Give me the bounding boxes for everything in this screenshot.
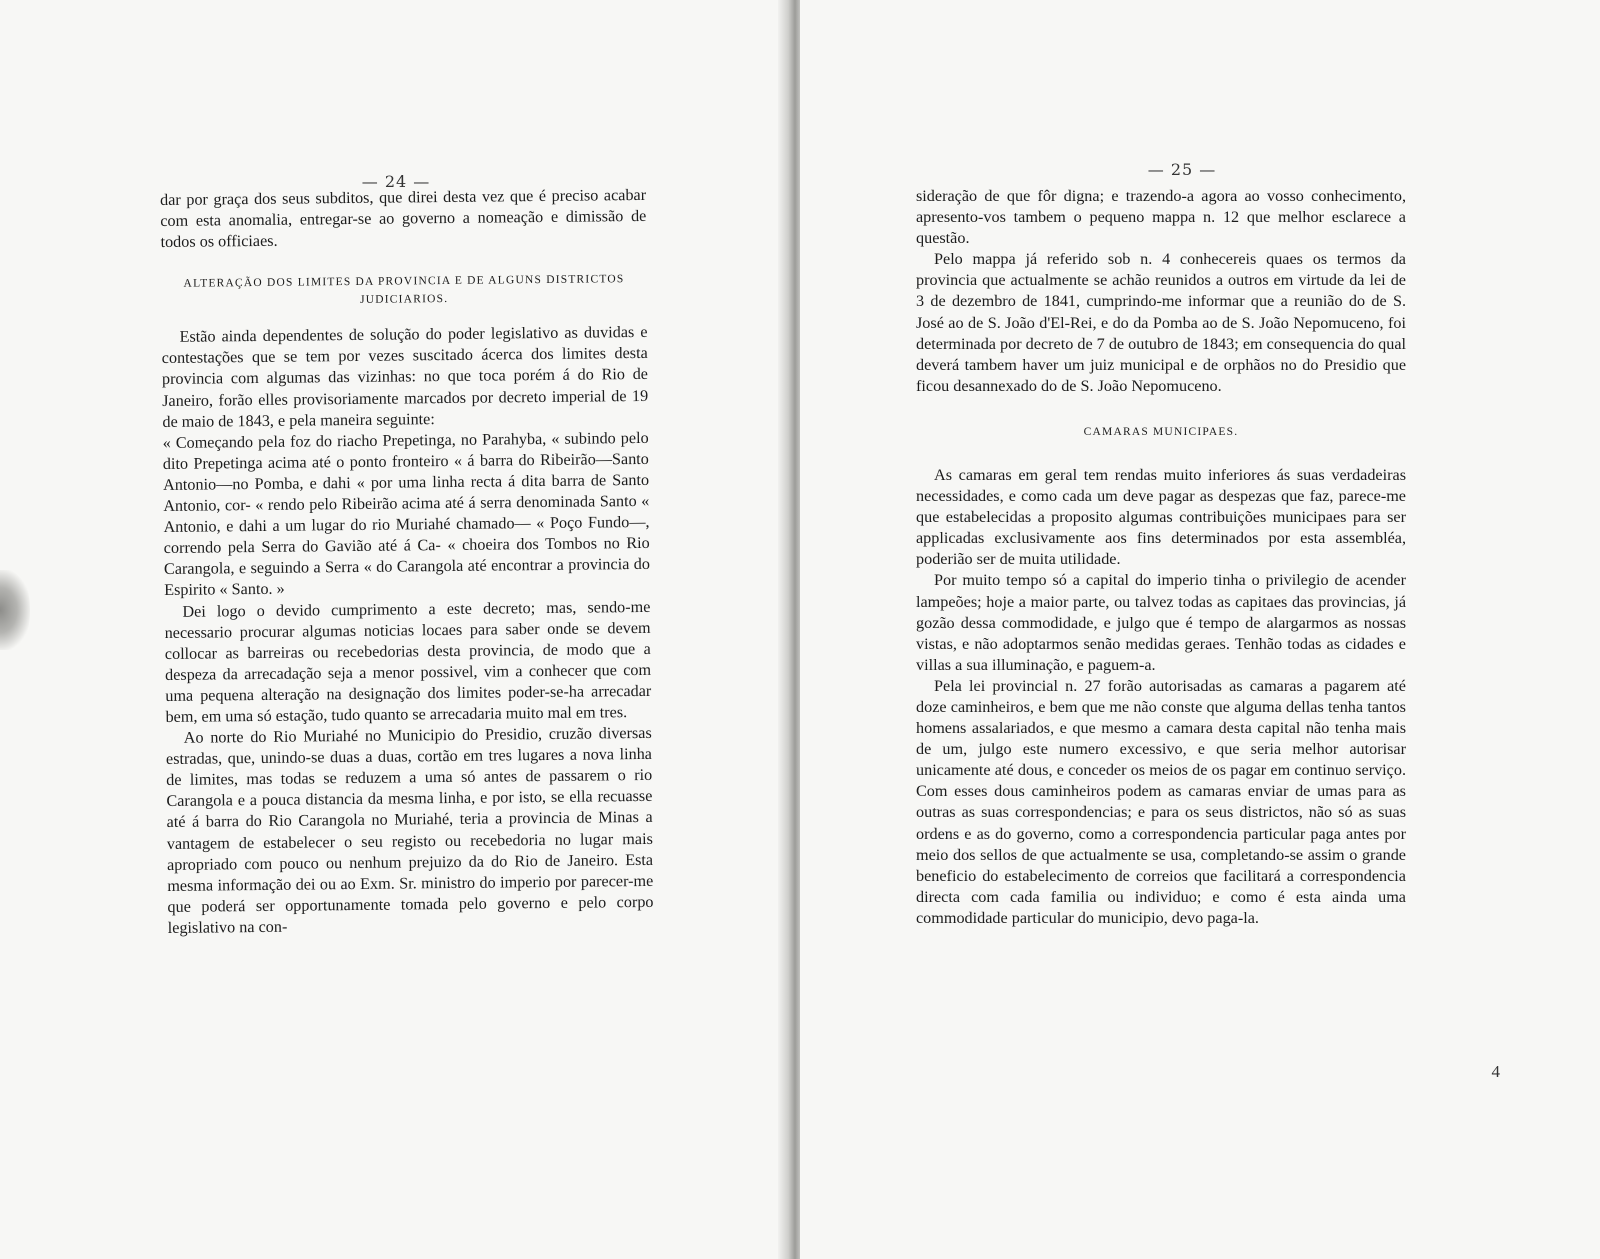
paragraph: Dei logo o devido cumprimento a este decreto; mas, sendo-me necessario procurar algumas noticias locaes para saber onde se devem collocar as barreiras ou recebedorias desta provincia, de modo que a despeza da arrecadação seja a menor possivel, vim a conhecer que com uma pequena alteração na designação dos limites poder-se-ha arrecadar bem, em uma só estação, tudo quanto se arrecadaria muito mal em tres.	[164, 597, 652, 726]
paragraph: Estão ainda dependentes de solução do poder legislativo as duvidas e contestações que se tem por vezes suscitado ácerca dos limites desta provincia com algumas das vizinhas: no que toca porém á do Rio de Janeiro, forão elles provisoriamente marcados por decreto imperial de 19 de maio de 1843, e pela maneira seguinte:	[161, 323, 649, 431]
section-heading: CAMARAS MUNICIPAES.	[1083, 425, 1239, 438]
paragraph: Ao norte do Rio Muriahé no Municipio do Presidio, cruzão diversas estradas, que, unindo-se duas a duas, cortão em tres lugares a nova linha de limites, mas todas se reduzem a uma só antes de passarem o rio Carangola e a pouca distancia da mesma linha, e por isto, se ella recuasse até á barra do Rio Carangola no Muriahé, teria a provincia de Minas a vantagem de estabelecer o seu registo ou recebedoria no lugar mais apropriado com pouco ou nenhum prejuizo da do Rio de Janeiro. Esta mesma informação dei ou ao Exm. Sr. ministro do imperio por parecer-me que poderá ser opportunamente tomada pelo governo e pelo corpo legislativo na con-	[165, 723, 654, 937]
paragraph: As camaras em geral tem rendas muito inferiores ás suas verdadeiras necessidades, e como cada um deve pagar as despezas que faz, parece-me que estabelecidas a proposito algumas contribuições municipaes para ser applicadas exclusivamente aos fins determinados por esta assembléa, poderião ser de muita utilidade.	[916, 465, 1406, 569]
right-text-column	[916, 186, 1406, 929]
left-page	[0, 0, 790, 1259]
page-stain	[0, 570, 30, 650]
paragraph: dar por graça dos seus subditos, que direi desta vez que é preciso acabar com esta anomalia, entregar-se ao governo a nomeação e dimissão de todos os officiaes.	[160, 185, 647, 252]
decree-quote: « Começando pela foz do riacho Prepetinga, no Parahyba, « subindo pelo dito Prepetinga acima até o ponto fronteiro « á barra do Ribeirão—Santo Antonio—no Pomba, e dahi « por uma linha recta á dita barra de Santo Antonio, cor- « rendo pelo Ribeirão acima até á serra denominada Santo « Antonio, e dahi a um lugar do rio Muriahé chamado— « Poço Fundo—, correndo pela Serra do Gavião até á Ca- « choeira dos Tombos no Rio Carangola, e seguindo a Serra « do Carangola até encontrar a provincia do Espirito « Santo. »	[162, 428, 651, 600]
paragraph: Por muito tempo só a capital do imperio tinha o privilegio de acender lampeões; hoje a maior parte, ou talvez todas as capitaes das provincias, já gozão dessa commodidade, e julgo que é tempo de alargarmos as nossas vistas, e não adoptarmos senão medidas geraes. Tenhão todas as cidades e villas a sua illuminação, e paguem-a.	[916, 571, 1406, 674]
left-text-column	[160, 185, 654, 939]
paragraph: Pela lei provincial n. 27 forão autorisadas as camaras a pagarem até doze caminheiros, e bem que me não conste que alguma dellas tenha tantos homens assalariados, e que mesmo a camara desta capital não tenha mais de um, julgo este numero excessivo, e que seria melhor autorisar unicamente até dous, e conceder os meios de os pagar em continuo serviço. Com esses dous caminheiros podem as camaras enviar de umas para as outras as suas correspondencias; e para os seus districtos, não só as suas ordens e as do governo, como a correspondencia particular paga antes por meio dos sellos de que actualmente se usa, completando-se assim o grande beneficio do estabelecimento de correios que facilitará a correspondencia directa com cada familia ou individuo; e como é esta ainda uma commodidade particular do municipio, devo paga-la.	[916, 676, 1406, 927]
paragraph: sideração de que fôr digna; e trazendo-a agora ao vosso conhecimento, apresento-vos tambem o pequeno mappa n. 12 que melhor esclarece a questão.	[916, 187, 1406, 248]
signature-mark: 4	[1491, 1062, 1500, 1081]
page-number-left: — 24 —	[361, 172, 431, 191]
section-heading: ALTERAÇÃO DOS LIMITES DA PROVINCIA E DE ALGUNS DISTRICTOS JUDICIARIOS.	[183, 273, 625, 307]
page-number-right: — 25 —	[1147, 160, 1217, 179]
right-page	[800, 0, 1600, 1259]
paragraph: Pelo mappa já referido sob n. 4 conhecereis quaes os termos da provincia que actualmente se achão reunidos a outros em virtude da lei de 3 de dezembro de 1841, cumprindo-me informar que a reunião do de S. José ao de S. João d'El-Rei, e do da Pomba ao de S. João Nepomuceno, foi determinada por decreto de 7 de outubro de 1843; em consequencia do qual deverá tambem haver um juiz municipal e de orphãos no do Presidio que ficou desannexado do de S. João Nepomuceno.	[916, 250, 1406, 395]
